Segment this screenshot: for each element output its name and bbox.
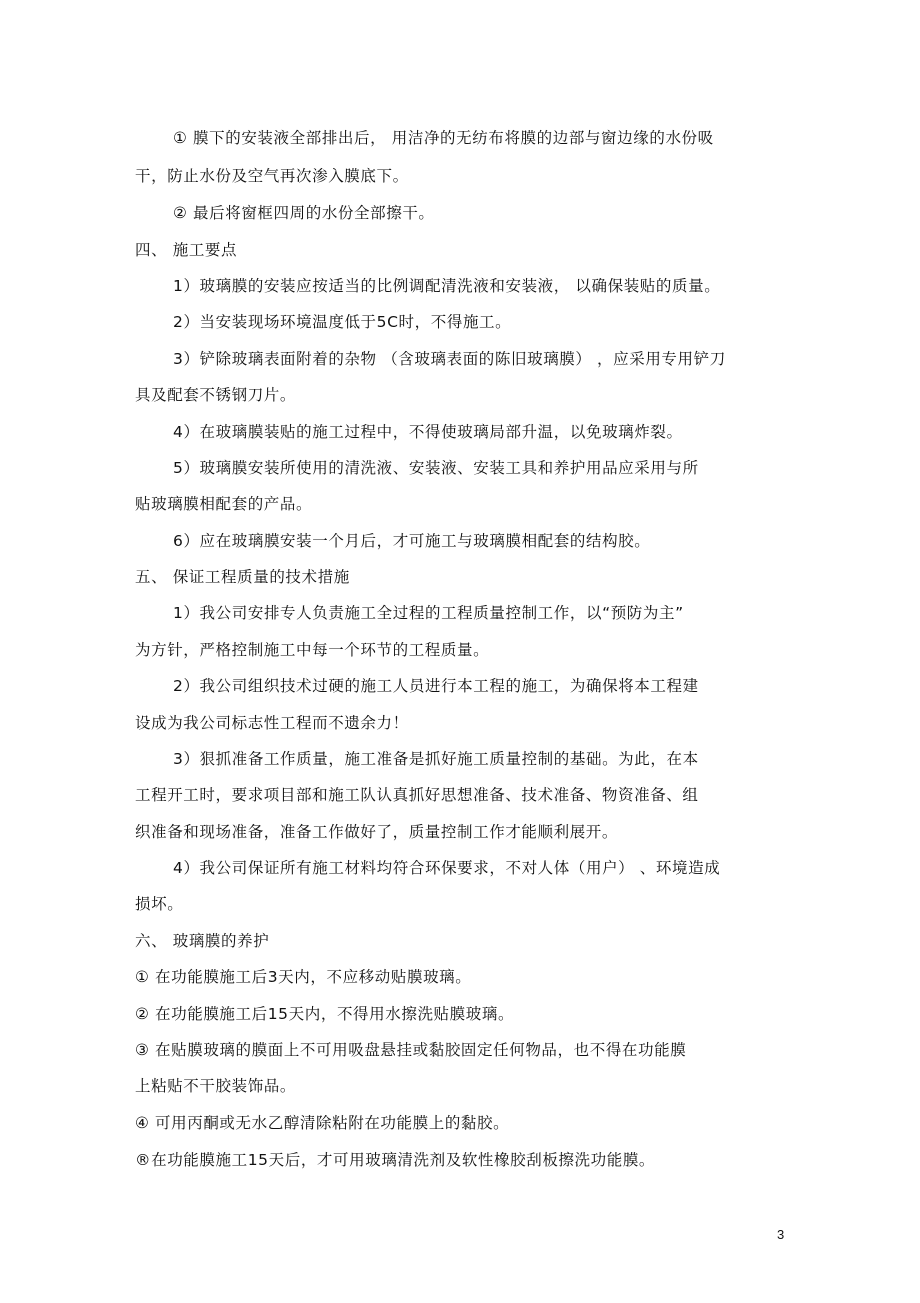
text-line: 4）我公司保证所有施工材料均符合环保要求，不对人体（用户） 、环境造成 xyxy=(173,859,721,877)
text-line: 工程开工时，要求项目部和施工队认真抓好思想准备、技术准备、物资准备、组 xyxy=(135,786,699,804)
text-line: 为方针，严格控制施工中每一个环节的工程质量。 xyxy=(135,641,490,659)
text-line: 1）玻璃膜的安装应按适当的比例调配清洗液和安装液， 以确保装贴的质量。 xyxy=(173,277,721,295)
text-line: 2）我公司组织技术过硬的施工人员进行本工程的施工，为确保将本工程建 xyxy=(173,677,699,695)
section-heading: 四、 施工要点 xyxy=(135,241,238,259)
text-line: 损坏。 xyxy=(135,895,184,913)
text-line: ① 膜下的安装液全部排出后， 用洁净的无纺布将膜的边部与窗边缘的水份吸 xyxy=(173,129,714,147)
text-line: 5）玻璃膜安装所使用的清洗液、安装液、安装工具和养护用品应采用与所 xyxy=(173,459,699,477)
text-line: 具及配套不锈钢刀片。 xyxy=(135,386,297,404)
text-line: 1）我公司安排专人负责施工全过程的工程质量控制工作，以“预防为主” xyxy=(173,604,684,622)
text-line: ③ 在贴膜玻璃的膜面上不可用吸盘悬挂或黏胶固定任何物品，也不得在功能膜 xyxy=(135,1041,687,1059)
text-line: 织准备和现场准备，准备工作做好了，质量控制工作才能顺利展开。 xyxy=(135,823,619,841)
text-line: ① 在功能膜施工后3天内，不应移动贴膜玻璃。 xyxy=(135,968,472,986)
text-line: ④ 可用丙酮或无水乙醇清除粘附在功能膜上的黏胶。 xyxy=(135,1114,510,1132)
text-line: 设成为我公司标志性工程而不遗余力！ xyxy=(135,714,409,732)
text-line: 6）应在玻璃膜安装一个月后，才可施工与玻璃膜相配套的结构胶。 xyxy=(173,532,651,550)
text-line: ®在功能膜施工15天后，才可用玻璃清洗剂及软性橡胶刮板擦洗功能膜。 xyxy=(135,1151,656,1169)
page-number: 3 xyxy=(777,1227,785,1242)
text-line: ② 在功能膜施工后15天内，不得用水擦洗贴膜玻璃。 xyxy=(135,1005,515,1023)
text-line: 贴玻璃膜相配套的产品。 xyxy=(135,495,313,513)
text-line: 4）在玻璃膜装贴的施工过程中，不得使玻璃局部升温，以免玻璃炸裂。 xyxy=(173,423,683,441)
section-heading: 五、 保证工程质量的技术措施 xyxy=(135,568,350,586)
section-heading: 六、 玻璃膜的养护 xyxy=(135,932,270,950)
text-line: 2）当安装现场环境温度低于5C时，不得施工。 xyxy=(173,313,512,331)
text-line: 干，防止水份及空气再次渗入膜底下。 xyxy=(135,167,409,185)
text-line: ② 最后将窗框四周的水份全部擦干。 xyxy=(173,204,435,222)
text-line: 3）铲除玻璃表面附着的杂物 （含玻璃表面的陈旧玻璃膜） ，应采用专用铲刀 xyxy=(173,350,726,368)
text-line: 3）狠抓准备工作质量，施工准备是抓好施工质量控制的基础。为此，在本 xyxy=(173,750,699,768)
text-line: 上粘贴不干胶装饰品。 xyxy=(135,1077,297,1095)
